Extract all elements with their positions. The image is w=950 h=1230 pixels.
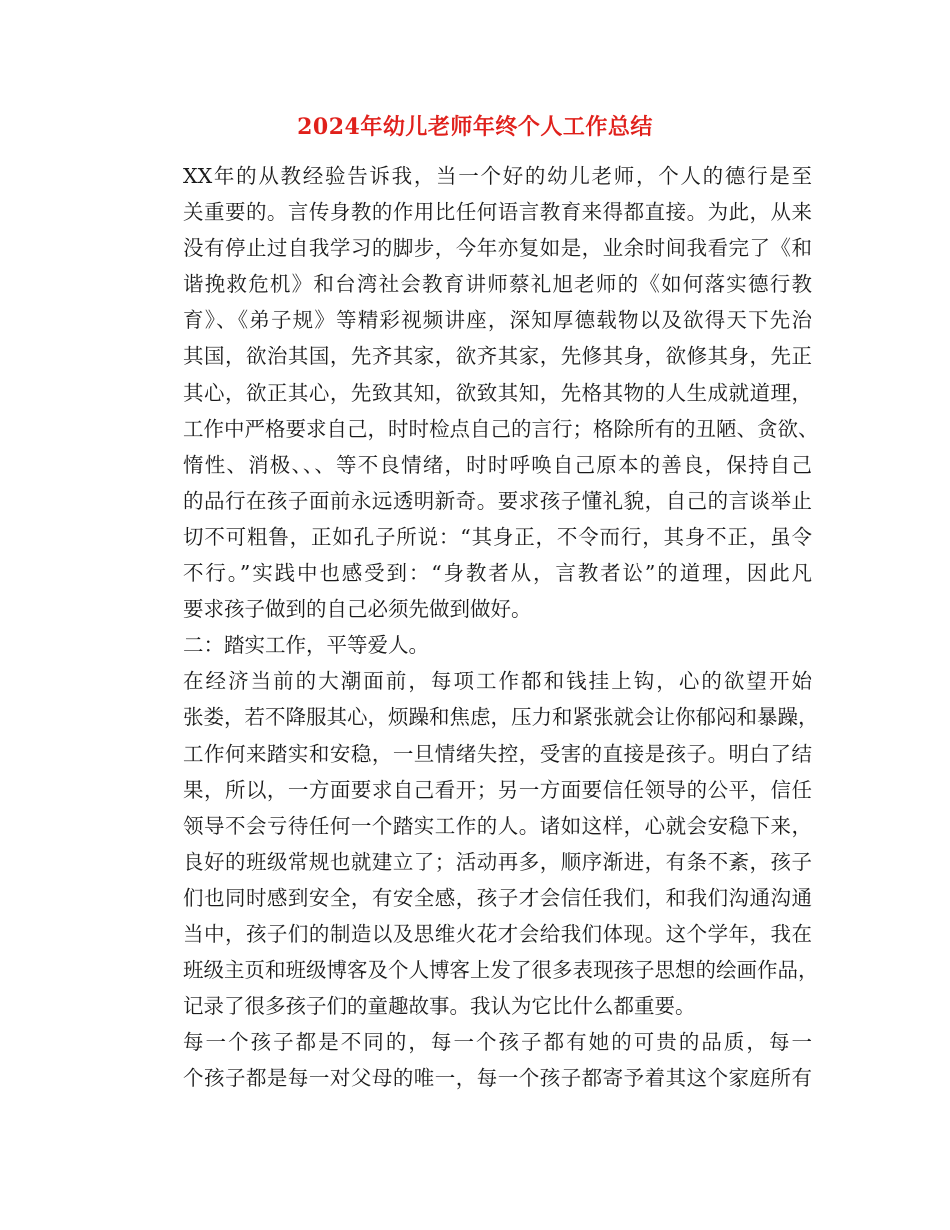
text-line: 张娄，若不降服其心，烦躁和焦虑，压力和紧张就会让你郁闷和暴躁， [183,705,819,730]
paragraph-2-heading [142,627,812,663]
text-line: 其国，欲治其国，先齐其家，欲齐其家，先修其身，欲修其身，先正 [183,344,812,369]
text-line: 在经济当前的大潮面前，每项工作都和钱挂上钩，心的欲望开始 [183,669,812,694]
text-line: 领导不会亏待任何一个踏实工作的人。诸如这样，心就会安稳下来， [183,813,812,838]
text-line: 工作何来踏实和安稳，一旦情绪失控，受害的直接是孩子。明白了结 [183,741,812,766]
text-line: 每一个孩子都是不同的，每一个孩子都有她的可贵的品质，每一 [183,1030,812,1055]
paragraph-4 [142,1024,812,1096]
document-body [142,158,819,1096]
text-line: 果，所以，一方面要求自己看开；另一方面要信任领导的公平，信任 [183,777,812,802]
text-line: XX年的从教经验告诉我，当一个好的幼儿老师，个人的德行是至 [183,164,812,188]
text-line: 谐挽救危机》和台湾社会教育讲师蔡礼旭老师的《如何落实德行教 [183,272,812,297]
text-line: 的品行在孩子面前永远透明新奇。要求孩子懂礼貌，自己的言谈举止 [183,488,812,513]
text-line: 记录了很多孩子们的童趣故事。我认为它比什么都重要。 [183,994,696,1019]
paragraph-3 [142,663,819,1024]
text-line: 要求孩子做到的自己必须先做到做好。 [183,597,532,622]
document-title: 2024年幼儿老师年终个人工作总结 [297,114,653,140]
text-line: 没有停止过自我学习的脚步，今年亦复如是，业余时间我看完了《和 [183,236,812,261]
text-line: 班级主页和班级博客及个人博客上发了很多表现孩子思想的绘画作品， [183,958,819,983]
text-line: 二：踏实工作，平等爱人。 [183,633,429,658]
text-line: 惰性、消极、、、等不良情绪，时时呼唤自己原本的善良，保持自己 [183,452,812,477]
text-line: 育》、《弟子规》等精彩视频讲座，深知厚德载物以及欲得天下先治 [183,308,812,333]
paragraph-1 [142,158,819,627]
text-line: 工作中严格要求自己，时时检点自己的言行；格除所有的丑陋、贪欲、 [183,416,819,441]
text-line: 关重要的。言传身教的作用比任何语言教育来得都直接。为此，从来 [183,200,812,225]
text-line: 个孩子都是每一对父母的唯一，每一个孩子都寄予着其这个家庭所有 [183,1066,812,1091]
text-line: 不行。”实践中也感受到：“身教者从，言教者讼”的道理，因此凡 [183,561,812,586]
text-line: 切不可粗鲁，正如孔子所说：“其身正，不令而行，其身不正，虽令 [183,524,812,549]
text-line: 们也同时感到安全，有安全感，孩子才会信任我们，和我们沟通沟通 [183,885,812,910]
text-line: 良好的班级常规也就建立了；活动再多，顺序渐进，有条不紊，孩子 [183,849,812,874]
text-line: 当中，孩子们的制造以及思维火花才会给我们体现。这个学年，我在 [183,921,812,946]
text-line: 其心，欲正其心，先致其知，欲致其知，先格其物的人生成就道理， [183,380,812,405]
